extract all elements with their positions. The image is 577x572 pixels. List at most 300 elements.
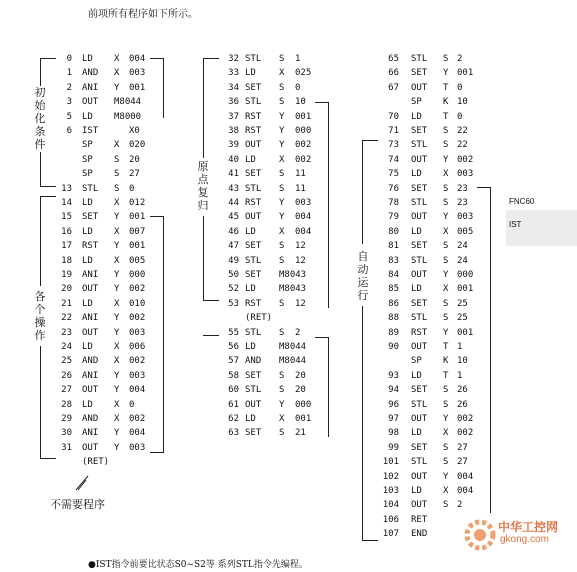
operand: 001 (295, 111, 312, 122)
operand: 004 (457, 471, 474, 482)
conn-5v (328, 337, 329, 437)
step-number: 33 (228, 68, 239, 79)
program-line (377, 197, 487, 210)
device: Y (279, 212, 285, 223)
instruction-op: STL (245, 54, 262, 64)
device: S (114, 183, 120, 194)
step-number: 25 (61, 356, 72, 367)
step-number: 44 (228, 198, 239, 208)
program-line (217, 283, 327, 296)
side-tab-fnc: FNC60 (509, 197, 535, 206)
device: T (443, 342, 449, 352)
bracket-init-vert2 (40, 152, 41, 186)
operand: 002 (457, 428, 474, 439)
instruction-op: OUT (411, 471, 428, 482)
step-number: 55 (228, 327, 239, 338)
step-number: 73 (388, 140, 399, 151)
program-line (50, 226, 160, 239)
program-line (217, 168, 327, 181)
device: X (279, 68, 285, 79)
instruction-op: STL (411, 399, 428, 410)
program-line (217, 197, 327, 210)
instruction-op: STL (245, 327, 262, 338)
step-number: 52 (228, 284, 239, 295)
step-number: 62 (228, 414, 239, 424)
operand: 005 (129, 255, 146, 266)
label-auto: 自 动 运 行 (357, 250, 369, 302)
device: X (114, 255, 120, 266)
device: X (443, 226, 449, 237)
operand: 20 (129, 154, 140, 165)
program-line (377, 283, 487, 296)
device: Y (114, 327, 120, 338)
device: Y (443, 270, 449, 280)
program-line (50, 211, 160, 224)
step-number: 65 (388, 54, 399, 64)
bracket-auto-bot (362, 540, 378, 541)
device: X (443, 428, 449, 439)
instruction-op: AND (245, 356, 262, 367)
step-number: 74 (388, 154, 399, 165)
instruction-op: SET (411, 183, 428, 194)
device: S (443, 183, 449, 194)
instruction-op: ANI (82, 370, 99, 381)
step-number: 79 (388, 212, 399, 223)
program-line (50, 370, 160, 383)
operand: 004 (457, 486, 474, 496)
operand: 21 (295, 428, 306, 439)
bracket-manual-top (40, 196, 56, 197)
instruction-op: OUT (411, 414, 428, 424)
device: Y (279, 111, 285, 122)
step-number: 107 (382, 529, 399, 540)
program-line (377, 240, 487, 253)
step-number: 39 (228, 140, 239, 151)
device: S (279, 255, 285, 266)
step-number: 21 (61, 298, 72, 309)
instruction-op: SET (245, 82, 262, 93)
instruction-op: SET (245, 370, 262, 381)
device: S (279, 327, 285, 338)
instruction-op: LD (82, 226, 93, 237)
instruction-op: LD (82, 198, 93, 208)
operand: 1 (457, 370, 463, 381)
instruction-op: STL (411, 198, 428, 208)
device: S (443, 457, 449, 468)
operand: 12 (295, 298, 306, 309)
program-line (217, 298, 327, 311)
program-line (50, 67, 160, 80)
instruction-op: OUT (245, 212, 262, 223)
conn-2 (150, 216, 164, 217)
conn-1 (150, 58, 164, 59)
program-line (217, 125, 327, 138)
instruction-op: SP (82, 154, 93, 165)
operand: 002 (129, 356, 146, 367)
step-number: 3 (66, 97, 72, 108)
program-line (217, 211, 327, 224)
operand: 27 (457, 457, 468, 468)
arrow-icon (72, 474, 92, 494)
device: S (443, 54, 449, 64)
instruction-op: LD (411, 370, 422, 381)
program-line (217, 327, 327, 340)
operand: 025 (295, 68, 312, 79)
step-number: 57 (228, 356, 239, 367)
instruction-op: STL (245, 255, 262, 266)
watermark-url: gkong.com (500, 534, 549, 545)
instruction-op: LD (411, 284, 422, 295)
device: X (443, 169, 449, 180)
step-number: 31 (61, 442, 72, 453)
program-line (377, 211, 487, 224)
device: T (443, 82, 449, 93)
program-line (50, 53, 160, 66)
step-number: 30 (61, 428, 72, 439)
program-line (217, 139, 327, 152)
bracket-home-vert (203, 58, 204, 158)
step-number: 76 (388, 183, 399, 194)
step-number: 66 (388, 68, 399, 79)
device: K (443, 97, 449, 108)
operand: 1 (457, 342, 463, 352)
program-line (377, 384, 487, 397)
step-number: 101 (382, 457, 399, 468)
operand: 002 (295, 154, 312, 165)
step-number: 24 (61, 342, 72, 352)
operand: 24 (457, 241, 468, 252)
operand: 10 (457, 97, 468, 108)
program-line (217, 341, 327, 354)
operand: 0 (457, 82, 463, 93)
step-number: 89 (388, 327, 399, 338)
program-line (217, 183, 327, 196)
program-line (50, 355, 160, 368)
program-line (217, 312, 327, 325)
device: S (443, 442, 449, 453)
step-number: 104 (382, 500, 399, 511)
bracket-init-vert (40, 58, 41, 86)
operand: 25 (457, 298, 468, 309)
step-number: 56 (228, 342, 239, 352)
device: Y (279, 140, 285, 151)
conn-4v (328, 102, 329, 308)
instruction-op: AND (82, 68, 99, 79)
instruction-op: LD (82, 399, 93, 410)
program-line (50, 283, 160, 296)
operand: 001 (457, 284, 474, 295)
program-line (50, 399, 160, 412)
step-number: 71 (388, 126, 399, 136)
operand: 004 (129, 54, 146, 64)
instruction-op: LD (245, 154, 256, 165)
program-line (377, 312, 487, 325)
instruction-op: SP (82, 169, 93, 180)
operand: 003 (129, 68, 146, 79)
instruction-op: STL (411, 54, 428, 64)
instruction-op: SET (411, 68, 428, 79)
device: Y (443, 212, 449, 223)
device: Y (279, 126, 285, 136)
bracket-auto-vert (362, 140, 363, 244)
operand: 000 (295, 126, 312, 136)
program-line (377, 485, 487, 498)
bracket-auto-top2 (362, 140, 378, 141)
program-line (217, 67, 327, 80)
instruction-op: LD (82, 54, 93, 64)
step-number: 26 (61, 370, 72, 381)
program-line (50, 384, 160, 397)
step-number: 49 (228, 255, 239, 266)
step-number: 41 (228, 169, 239, 180)
instruction-op: AND (82, 356, 99, 367)
device: S (279, 82, 285, 93)
operand: 003 (129, 327, 146, 338)
operand: 003 (295, 198, 312, 208)
instruction-op: SET (411, 442, 428, 453)
instruction-op: RST (245, 298, 262, 309)
step-number: 6 (66, 126, 72, 136)
operand: 004 (295, 212, 312, 223)
program-line (50, 240, 160, 253)
operand: 004 (129, 428, 146, 439)
operand: 10 (457, 356, 468, 367)
program-line (377, 82, 487, 95)
step-number: 0 (66, 54, 72, 64)
operand: 2 (457, 54, 463, 64)
device: Y (114, 370, 120, 381)
device: X (114, 68, 120, 79)
device: M8044 (279, 356, 307, 367)
no-program-label: 不需要程序 (50, 498, 105, 511)
instruction-op: IST (82, 126, 99, 136)
device: S (279, 97, 285, 108)
instruction-op: SET (82, 212, 99, 223)
instruction-op: LD (411, 486, 422, 496)
instruction-op: SET (411, 385, 428, 396)
program-line (50, 442, 160, 455)
operand: 26 (457, 399, 468, 410)
device: Y (279, 399, 285, 410)
instruction-op: LD (82, 298, 93, 309)
instruction-op: OUT (411, 342, 428, 352)
program-line (50, 183, 160, 196)
device: T (443, 111, 449, 122)
instruction-op: RST (245, 198, 262, 208)
step-number: 78 (388, 198, 399, 208)
step-number: 94 (388, 385, 399, 396)
instruction-op: LD (245, 342, 256, 352)
device: X (279, 154, 285, 165)
step-number: 61 (228, 399, 239, 410)
step-number: 81 (388, 241, 399, 252)
operand: 002 (129, 414, 146, 424)
label-initial: 初 始 化 条 件 (34, 86, 46, 151)
program-line (217, 384, 327, 397)
instruction-op: OUT (411, 270, 428, 280)
operand: 002 (457, 414, 474, 424)
step-number: 88 (388, 313, 399, 324)
step-number: 15 (61, 212, 72, 223)
instruction-op: LD (82, 111, 93, 122)
instruction-op: LD (411, 169, 422, 180)
operand: 10 (295, 97, 306, 108)
conn-1v (163, 58, 164, 118)
device: X (114, 414, 120, 424)
instruction-op: STL (245, 183, 262, 194)
operand: 012 (129, 198, 146, 208)
conn-6 (477, 187, 491, 188)
device: M8000 (114, 111, 142, 122)
program-line (50, 125, 160, 138)
page-header: 前项所有程序如下所示。 (88, 9, 198, 20)
program-line (50, 298, 160, 311)
device: S (443, 399, 449, 410)
bracket-manual-bot (40, 458, 56, 459)
step-number: 85 (388, 284, 399, 295)
program-line (50, 154, 160, 167)
step-number: 93 (388, 370, 399, 381)
device: M8043 (279, 270, 307, 280)
instruction-op: LD (411, 226, 422, 237)
program-line (217, 53, 327, 66)
instruction-op: RST (411, 327, 428, 338)
bracket-manual-vert (40, 196, 41, 286)
program-line (377, 168, 487, 181)
step-number: 5 (66, 111, 72, 122)
instruction-op: (RET) (245, 313, 273, 324)
step-number: 23 (61, 327, 72, 338)
instruction-op: STL (411, 313, 428, 324)
operand: 22 (457, 126, 468, 136)
program-line (50, 255, 160, 268)
instruction-op: ANI (82, 428, 99, 439)
instruction-op: RST (245, 111, 262, 122)
operand: 11 (295, 169, 306, 180)
device: S (279, 54, 285, 64)
operand: 020 (129, 140, 146, 151)
operand: 002 (129, 284, 146, 295)
program-line (50, 427, 160, 440)
side-tab-name: IST (509, 220, 522, 229)
device: S (114, 154, 120, 165)
program-line (217, 226, 327, 239)
instruction-op: RET (411, 514, 428, 525)
device: X (114, 54, 120, 64)
step-number: 90 (388, 342, 399, 352)
device: Y (114, 428, 120, 439)
program-line (377, 427, 487, 440)
program-line (377, 96, 487, 109)
operand: 12 (295, 241, 306, 252)
step-number: 103 (382, 486, 399, 496)
device: Y (114, 313, 120, 324)
operand: 001 (457, 68, 474, 79)
device: S (279, 370, 285, 381)
instruction-op: SP (82, 140, 93, 151)
step-number: 96 (388, 399, 399, 410)
program-line (377, 139, 487, 152)
device: X (443, 284, 449, 295)
step-number: 45 (228, 212, 239, 223)
bracket-init-top (40, 58, 56, 59)
instruction-op: OUT (411, 212, 428, 223)
device: S (279, 241, 285, 252)
program-line (50, 82, 160, 95)
program-line (377, 255, 487, 268)
device: Y (114, 284, 120, 295)
program-line (217, 269, 327, 282)
step-number: 58 (228, 370, 239, 381)
operand: 22 (457, 140, 468, 151)
bracket-home-vert2 (203, 216, 204, 300)
device: S (443, 140, 449, 151)
operand: 0 (129, 399, 135, 410)
device: M8044 (114, 97, 142, 108)
watermark-cn: 中华工控网 (498, 520, 559, 534)
instruction-op: LD (82, 255, 93, 266)
operand: 001 (295, 414, 312, 424)
operand: 27 (129, 169, 140, 180)
device: Y (114, 241, 120, 252)
program-line (377, 226, 487, 239)
instruction-op: SET (411, 126, 428, 136)
program-line (377, 442, 487, 455)
operand: 001 (129, 241, 146, 252)
step-number: 86 (388, 298, 399, 309)
program-line (50, 413, 160, 426)
step-number: 43 (228, 183, 239, 194)
program-line (377, 183, 487, 196)
instruction-op: OUT (411, 154, 428, 165)
step-number: 2 (66, 82, 72, 93)
device: S (443, 298, 449, 309)
step-number: 19 (61, 270, 72, 280)
program-line (50, 168, 160, 181)
conn-2v (163, 216, 164, 452)
operand: 20 (295, 370, 306, 381)
program-line (217, 370, 327, 383)
gear-logo-icon (462, 517, 498, 553)
step-number: 14 (61, 198, 72, 208)
operand: 12 (295, 255, 306, 266)
step-number: 60 (228, 385, 239, 396)
device: S (279, 183, 285, 194)
program-line (377, 327, 487, 340)
program-line (50, 456, 160, 469)
program-line (217, 154, 327, 167)
program-line (377, 269, 487, 282)
instruction-op: OUT (411, 500, 428, 511)
step-number: 50 (228, 270, 239, 280)
operand: 003 (129, 442, 146, 453)
step-number: 34 (228, 82, 239, 93)
device: X (114, 198, 120, 208)
instruction-op: OUT (82, 327, 99, 338)
device: T (443, 370, 449, 381)
operand: 0 (129, 183, 135, 194)
operand: 2 (457, 500, 463, 511)
device: S (279, 169, 285, 180)
device: S (443, 241, 449, 252)
bracket-auto-vert2 (362, 306, 363, 540)
instruction-op: LD (411, 428, 422, 439)
step-number: 67 (388, 82, 399, 93)
instruction-op: OUT (82, 284, 99, 295)
instruction-op: SET (245, 428, 262, 439)
conn-4 (315, 102, 329, 103)
instruction-op: SET (245, 270, 262, 280)
